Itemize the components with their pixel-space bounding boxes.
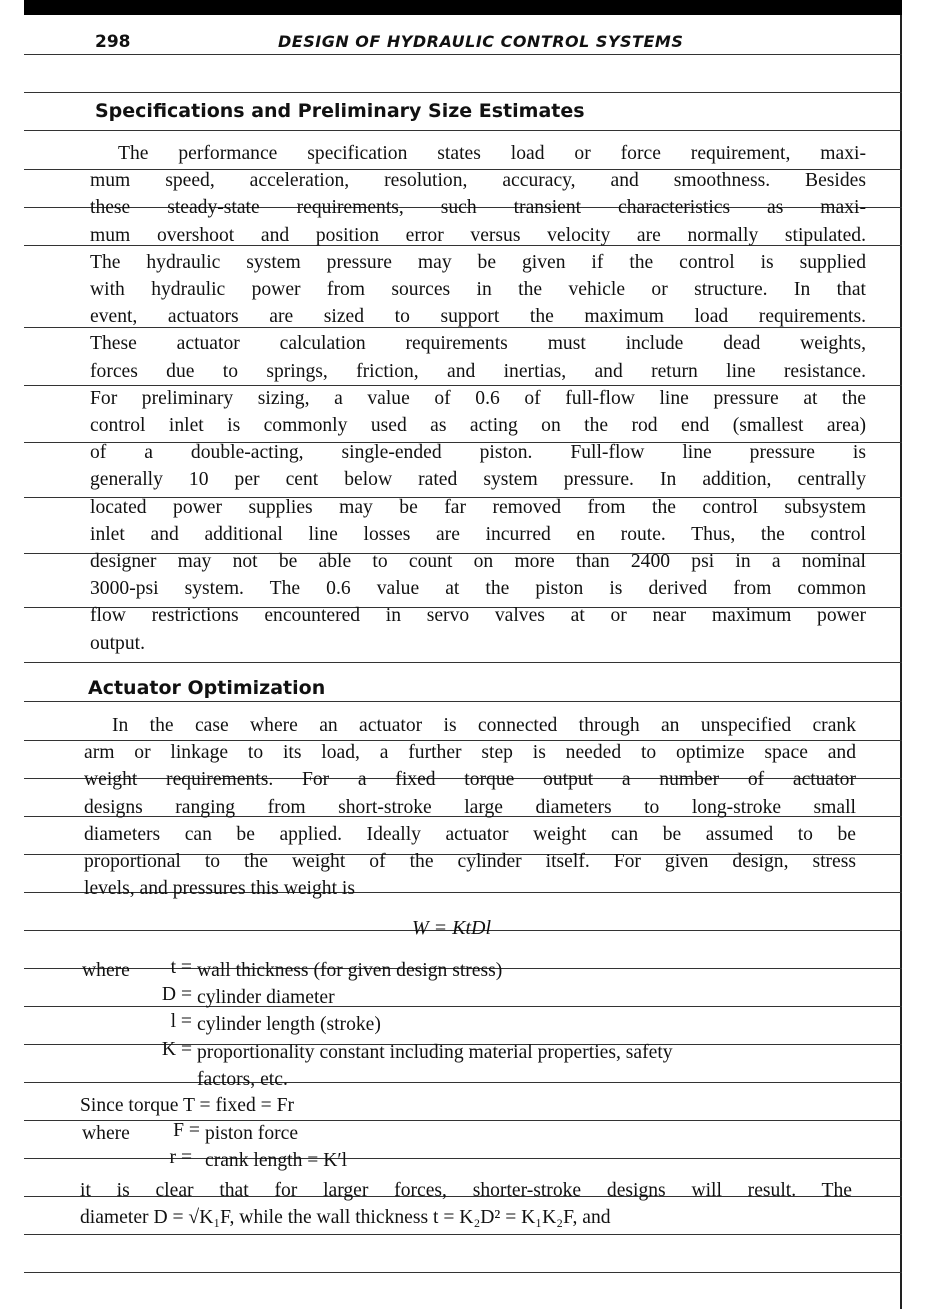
text-line: it is clear that for larger forces, shorter-stroke designs will result. The [80, 1180, 852, 1201]
text-line: In the case where an actuator is connected through an unspecified crank [112, 715, 856, 736]
text-line: with hydraulic power from sources in the vehicle or structure. In that [90, 279, 866, 300]
text-line: output. [90, 632, 145, 654]
where-label: where [82, 960, 130, 981]
text-line: control inlet is commonly used as acting on the rod end (smallest area) [90, 415, 866, 436]
text-line: event, actuators are sized to support the maximum load requirements. [90, 306, 866, 328]
text-line: arm or linkage to its load, a further step is needed to optimize space and [84, 742, 856, 764]
text-line: designer may not be able to count on more than 2400 psi in a nominal [90, 551, 866, 572]
rule-line [24, 130, 902, 131]
definition-symbol: t = [170, 957, 192, 978]
text-line: inlet and additional line losses are incurred en route. Thus, the control [90, 523, 866, 545]
since-torque-line: Since torque T = fixed = Fr [80, 1095, 295, 1116]
text-line: designs ranging from short-stroke large diameters to long-stroke small [84, 796, 856, 818]
text-line: mum overshoot and position error versus velocity are normally stipulated. [90, 224, 866, 246]
text-line: diameter D = √K₁F, while the wall thickness t = K₂D² = K₁K₂F, and [80, 1207, 611, 1229]
rule-line [24, 701, 902, 702]
definition-text: cylinder length (stroke) [197, 1014, 381, 1036]
text-line: For preliminary sizing, a value of 0.6 of full-flow line pressure at the [90, 387, 866, 409]
definition-symbol: K = [161, 1038, 192, 1060]
definition-symbol: F = [173, 1120, 200, 1141]
definition-text: piston force [205, 1123, 299, 1144]
definition-text: proportionality constant including material properties, safety [197, 1041, 673, 1063]
weight-equation: W = KtDl [412, 917, 492, 939]
text-line: weight requirements. For a fixed torque output a number of actuator [84, 769, 856, 791]
definition-text: cylinder diameter [197, 987, 335, 1009]
text-line: flow restrictions encountered in servo valves at or near maximum power [90, 605, 866, 627]
rule-line [24, 662, 902, 663]
text-line: levels, and pressures this weight is [84, 878, 356, 900]
text-line: located power supplies may be far removed from the control subsystem [90, 496, 866, 518]
text-line: mum speed, acceleration, resolution, accuracy, and smoothness. Besides [90, 170, 866, 192]
text-line: proportional to the weight of the cylinder itself. For given design, stress [84, 851, 856, 872]
definition-symbol: r = [169, 1147, 192, 1169]
section-title-actuator-optimization: Actuator Optimization [88, 677, 326, 699]
rule-line [24, 92, 902, 93]
definition-text: crank length = K′l [205, 1150, 348, 1172]
text-line: these steady-state requirements, such transient characteristics as maxi- [90, 197, 866, 219]
running-head: DESIGN OF HYDRAULIC CONTROL SYSTEMS [278, 32, 684, 51]
text-line: The performance specification states load or force requirement, maxi- [118, 143, 866, 164]
rule-line [24, 1272, 902, 1273]
page-number: 298 [95, 32, 131, 52]
text-line: of a double-acting, single-ended piston. Full-flow line pressure is [90, 442, 866, 464]
text-line: 3000-psi system. The 0.6 value at the piston is derived from common [90, 578, 866, 600]
definition-text: wall thickness (for given design stress) [197, 960, 503, 981]
text-line: The hydraulic system pressure may be given if the control is supplied [90, 251, 866, 273]
text-line: generally 10 per cent below rated system pressure. In addition, centrally [90, 469, 866, 491]
definition-symbol: D = [161, 984, 192, 1006]
section-title-specifications: Specifications and Preliminary Size Estimates [95, 100, 585, 122]
where-label-2: where [82, 1123, 130, 1144]
text-line: diameters can be applied. Ideally actuator weight can be assumed to be [84, 823, 856, 845]
definition-symbol: l = [170, 1011, 192, 1033]
definition-text: factors, etc. [197, 1068, 288, 1090]
text-line: These actuator calculation requirements must include dead weights, [90, 333, 866, 355]
rule-line [24, 1082, 902, 1083]
rule-line [24, 54, 902, 55]
text-line: forces due to springs, friction, and inertias, and return line resistance. [90, 360, 866, 382]
rule-line [24, 1234, 902, 1235]
